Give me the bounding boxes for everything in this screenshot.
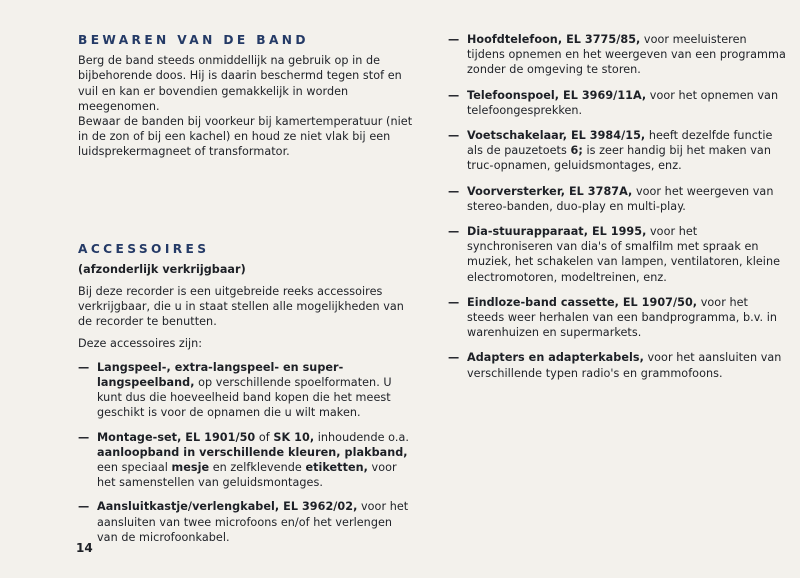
- item-title: Hoofdtelefoon, EL 3775/85,: [467, 33, 641, 46]
- spacer: [78, 160, 414, 242]
- accessory-item-adapters: [448, 350, 786, 380]
- item-text: heeft dezelfde functie als de pauzetoets: [467, 129, 773, 158]
- dash-bullet: —: [448, 33, 460, 46]
- accessory-item-preamplifier: [448, 184, 786, 214]
- item-title: aanloopband in verschillende kleuren, plakband,: [97, 445, 408, 459]
- dash-bullet: —: [78, 430, 90, 444]
- storage-paragraph-1: Berg de band steeds onmiddellijk na gebruik op in de bijbehorende doos. Hij is daarin beschermd tegen stof en vuil en kan er bovendien gemakkelijk in worden meegenomen.: [78, 54, 402, 113]
- accessory-item-headphones: [448, 32, 786, 78]
- item-text: een speciaal: [97, 461, 172, 475]
- dash-bullet: —: [448, 351, 460, 365]
- item-text: inhoudende o.a.: [314, 430, 409, 444]
- storage-paragraph-2: Bewaar de banden bij voorkeur bij kamertemperatuur (niet in de zon of bij een kachel) en houd ze niet vlak bij een luidsprekermagneet of transformator.: [78, 115, 413, 159]
- page-number: 14: [76, 541, 93, 555]
- item-title: Dia-stuurapparaat, EL 1995,: [467, 225, 647, 239]
- accessory-item-tapes: [78, 360, 414, 421]
- accessory-item-extension-cable: [78, 499, 414, 545]
- item-text: voor meeluisteren tijdens opnemen en het weergeven van een programma zonder de omgeving te storen.: [467, 33, 786, 77]
- item-title: Voetschakelaar, EL 3984/15,: [467, 129, 646, 143]
- dash-bullet: —: [448, 88, 460, 102]
- dash-bullet: —: [78, 500, 90, 514]
- section-heading-storage: BEWAREN VAN DE BAND: [78, 33, 309, 47]
- item-title: etiketten,: [305, 461, 368, 475]
- item-text: voor het samenstellen van geluidsmontages.: [97, 461, 397, 490]
- accessory-item-slide-controller: [448, 224, 786, 285]
- accessories-subheading: (afzonderlijk verkrijgbaar): [78, 262, 246, 276]
- dash-bullet: —: [78, 360, 90, 374]
- item-title: Eindloze-band cassette, EL 1907/50,: [467, 295, 698, 309]
- item-text: voor het weergeven van stereo-banden, duo-play en multi-play.: [467, 184, 774, 213]
- dash-bullet: —: [448, 295, 460, 309]
- accessories-list-intro: Deze accessoires zijn:: [78, 336, 203, 350]
- item-title: Aansluitkastje/verlengkabel, EL 3962/02,: [97, 500, 358, 514]
- item-title: SK 10,: [273, 430, 315, 444]
- item-text: op verschillende spoelformaten. U kunt dus die hoeveelheid band kopen die het meest geschikt is voor de opnamen die u wilt maken.: [97, 376, 392, 420]
- item-title: Adapters en adapterkabels,: [467, 351, 644, 365]
- item-text: voor het aansluiten van twee microfoons en/of het verlengen van de microfoonkabel.: [97, 500, 409, 544]
- accessory-item-montage-set: [78, 430, 414, 491]
- item-text: is zeer handig bij het maken van truc-opnamen, geluidsmontages, enz.: [467, 144, 771, 173]
- accessories-intro: Bij deze recorder is een uitgebreide reeks accessoires verkrijgbaar, die u in staat stellen alle mogelijkheden van de recorder te benutten.: [78, 285, 404, 329]
- item-text: voor het opnemen van telefoongesprekken.: [467, 88, 779, 117]
- item-text: voor het synchroniseren van dia's of smalfilm met spraak en muziek, het schakelen van lampen, ventilatoren, kleine electromotoren, modeltreinen, enz.: [467, 225, 781, 284]
- item-title: Voorversterker, EL 3787A,: [467, 184, 633, 198]
- item-title: mesje: [171, 461, 210, 475]
- item-title: Telefoonspoel, EL 3969/11A,: [467, 88, 647, 102]
- accessory-item-telephone-coil: [448, 88, 786, 118]
- left-column: [78, 33, 414, 545]
- item-title: 6;: [570, 144, 583, 158]
- accessory-item-endless-cassette: [448, 295, 786, 341]
- dash-bullet: —: [448, 225, 460, 239]
- item-title: Montage-set, EL 1901/50: [97, 430, 256, 444]
- item-text: en zelfklevende: [209, 461, 306, 475]
- item-text: voor het steeds weer herhalen van een bandprogramma, b.v. in warenhuizen en supermarkets.: [467, 295, 778, 340]
- section-heading-accessories: ACCESSOIRES: [78, 241, 210, 256]
- dash-bullet: —: [448, 184, 460, 198]
- accessory-item-foot-switch: [448, 128, 786, 174]
- item-title: Langspeel-, extra-langspeel- en super-langspeelband,: [97, 360, 344, 390]
- right-column: [448, 32, 786, 391]
- item-text: of: [255, 430, 274, 444]
- item-text: voor het aansluiten van verschillende typen radio's en grammofoons.: [467, 351, 782, 380]
- dash-bullet: —: [448, 129, 460, 143]
